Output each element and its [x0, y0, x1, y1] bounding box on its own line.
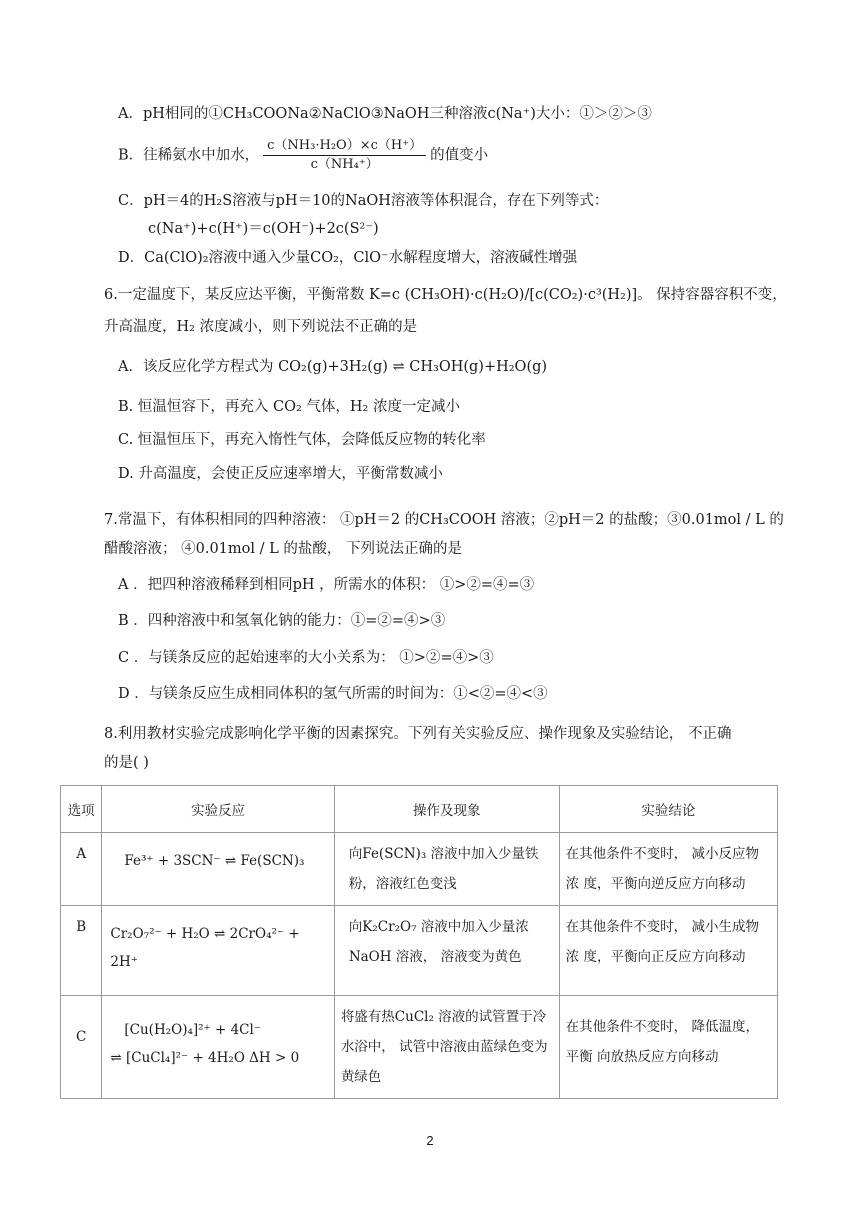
q5-option-b	[118, 138, 488, 173]
q5-option-b-lead: B．往稀氨水中加水，	[118, 147, 260, 164]
row-option: A	[61, 833, 102, 906]
row-reaction-line1: Fe³⁺ + 3SCN⁻ ⇌ Fe(SCN)₃	[124, 853, 305, 869]
q5-fraction	[263, 138, 426, 173]
row-option: B	[61, 906, 102, 996]
q5-option-a: A．pH相同的①CH₃COONa②NaClO③NaOH三种溶液c(Na⁺)大小：①＞②＞③	[118, 106, 652, 122]
q6-stem-line2: 升高温度，H₂ 浓度减小，则下列说法不正确的是	[104, 319, 418, 335]
row-conclusion: 在其他条件不变时， 降低温度， 平衡 向放热反应方向移动	[559, 996, 777, 1099]
row-reaction-line2: ⇌ [CuCl₄]²⁻ + 4H₂O ΔH > 0	[110, 1050, 300, 1066]
row-conclusion: 在其他条件不变时， 减小反应物浓 度，平衡向逆反应方向移动	[559, 833, 777, 906]
q6-option-d: D. 升高温度，会使正反应速率增大，平衡常数减小	[118, 466, 443, 482]
row-reaction	[102, 996, 334, 1099]
q5-option-c-line2: c(Na⁺)+c(H⁺)＝c(OH⁻)+2c(S²⁻)	[148, 221, 379, 237]
q5-fraction-numerator: c（NH₃·H₂O）×c（H⁺）	[263, 138, 426, 156]
q6-option-a: A．该反应化学方程式为 CO₂(g)+3H₂(g) ⇌ CH₃OH(g)+H₂O(g)	[118, 359, 548, 375]
q5-option-b-tail: 的值变小	[430, 147, 489, 164]
q8-experiment-table	[60, 785, 778, 1099]
header-option: 选项	[61, 786, 102, 833]
row-reaction	[102, 833, 334, 906]
q7-stem-line1: 7.常温下，有体积相同的四种溶液： ①pH＝2 的CH₃COOH 溶液；②pH＝2 的盐酸；③0.01mol / L 的	[104, 512, 784, 528]
q5-option-d: D．Ca(ClO)₂溶液中通入少量CO₂，ClO⁻水解程度增大，溶液碱性增强	[118, 250, 578, 266]
q7-stem-line2: 醋酸溶液； ④0.01mol / L 的盐酸， 下列说法正确的是	[104, 541, 462, 557]
q6-option-b: B. 恒温恒容下，再充入 CO₂ 气体，H₂ 浓度一定减小	[118, 399, 460, 415]
row-operation: 向Fe(SCN)₃ 溶液中加入少量铁 粉，溶液红色变浅	[334, 833, 559, 906]
q8-stem-line1: 8.利用教材实验完成影响化学平衡的因素探究。下列有关实验反应、操作现象及实验结论， 不正确	[104, 726, 732, 742]
header-operation: 操作及现象	[334, 786, 559, 833]
q7-option-b: B ．四种溶液中和氢氧化钠的能力：①=②=④>③	[118, 613, 446, 629]
q5-fraction-denominator: c（NH₄⁺）	[310, 157, 379, 172]
table-row	[61, 996, 778, 1099]
row-option: C	[61, 996, 102, 1099]
q6-stem-line1: 6.一定温度下，某反应达平衡，平衡常数 K=c (CH₃OH)·c(H₂O)/[c(CO₂)·c³(H₂)]。 保持容器容积不变，	[104, 287, 787, 303]
q7-option-c: C ．与镁条反应的起始速率的大小关系为： ①>②=④>③	[118, 650, 494, 666]
q7-option-d: D ．与镁条反应生成相同体积的氢气所需的时间为：①<②=④<③	[118, 686, 548, 702]
header-conclusion: 实验结论	[559, 786, 777, 833]
header-reaction: 实验反应	[102, 786, 334, 833]
table-row	[61, 833, 778, 906]
table-row	[61, 906, 778, 996]
row-operation: 将盛有热CuCl₂ 溶液的试管置于冷水浴中， 试管中溶液由蓝绿色变为黄绿色	[334, 996, 559, 1099]
table-header-row	[61, 786, 778, 833]
row-reaction-line1: Cr₂O₇²⁻ + H₂O ⇌ 2CrO₄²⁻ + 2H⁺	[110, 926, 300, 970]
q5-option-c-line1: C．pH＝4的H₂S溶液与pH＝10的NaOH溶液等体积混合，存在下列等式：	[118, 193, 609, 209]
row-reaction	[102, 906, 334, 996]
row-conclusion: 在其他条件不变时， 减小生成物浓 度，平衡向正反应方向移动	[559, 906, 777, 996]
q8-stem-line2: 的是( )	[104, 755, 149, 771]
q6-option-c: C. 恒温恒压下，再充入惰性气体，会降低反应物的转化率	[118, 432, 486, 448]
row-operation: 向K₂Cr₂O₇ 溶液中加入少量浓 NaOH 溶液， 溶液变为黄色	[334, 906, 559, 996]
row-reaction-line1: [Cu(H₂O)₄]²⁺ + 4Cl⁻	[124, 1022, 261, 1038]
page-number: 2	[426, 1133, 434, 1148]
q7-option-a: A ．把四种溶液稀释到相同pH ，所需水的体积： ①>②=④=③	[118, 577, 535, 593]
